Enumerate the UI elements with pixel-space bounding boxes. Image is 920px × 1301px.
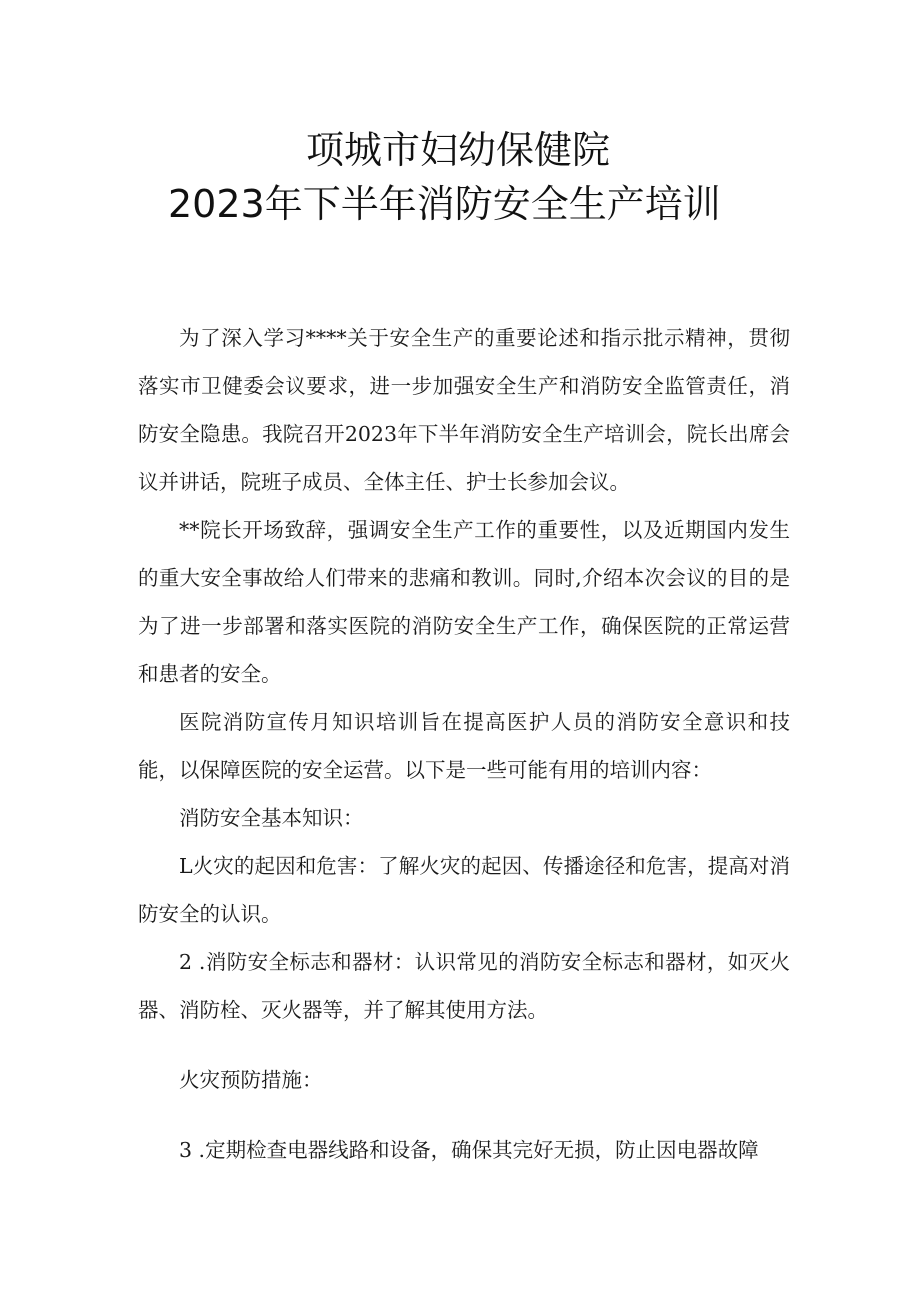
document-title-line-1: 项城市妇幼保健院 [306, 128, 611, 172]
list-item-safety-signs: 2 .消防安全标志和器材：认识常见的消防安全标志和器材，如灭火器、消防栓、灭火器等，并了解其使用方法。 [138, 950, 790, 1022]
paragraph-intro: 为了深入学习****关于安全生产的重要论述和指示批示精神，贯彻落实市卫健委会议要求，进一步加强安全生产和消防安全监管责任，消防安全隐患。我院召开2023年下半年消防安全生产培训会，院长出席会议并讲话，院班子成员、全体主任、护士长参加会议。 [138, 326, 790, 494]
list-item-electrical-check: 3 .定期检查电器线路和设备，确保其完好无损，防止因电器故障 [179, 1138, 759, 1162]
section-heading-basic-knowledge: 消防安全基本知识： [179, 806, 364, 830]
list-item-fire-causes: L火灾的起因和危害：了解火灾的起因、传播途径和危害，提高对消防安全的认识。 [138, 854, 790, 926]
document-body [138, 314, 790, 1174]
document-title-line-2: 2023年下半年消防安全生产培训 [168, 182, 721, 226]
paragraph-training-purpose: 医院消防宣传月知识培训旨在提高医护人员的消防安全意识和技能，以保障医院的安全运营。以下是一些可能有用的培训内容： [138, 710, 790, 782]
section-heading-fire-prevention: 火灾预防措施： [179, 1068, 323, 1092]
paragraph-opening-speech: **院长开场致辞，强调安全生产工作的重要性，以及近期国内发生的重大安全事故给人们带来的悲痛和教训。同时,介绍本次会议的目的是为了进一步部署和落实医院的消防安全生产工作，确保医院的正常运营和患者的安全。 [138, 518, 790, 686]
